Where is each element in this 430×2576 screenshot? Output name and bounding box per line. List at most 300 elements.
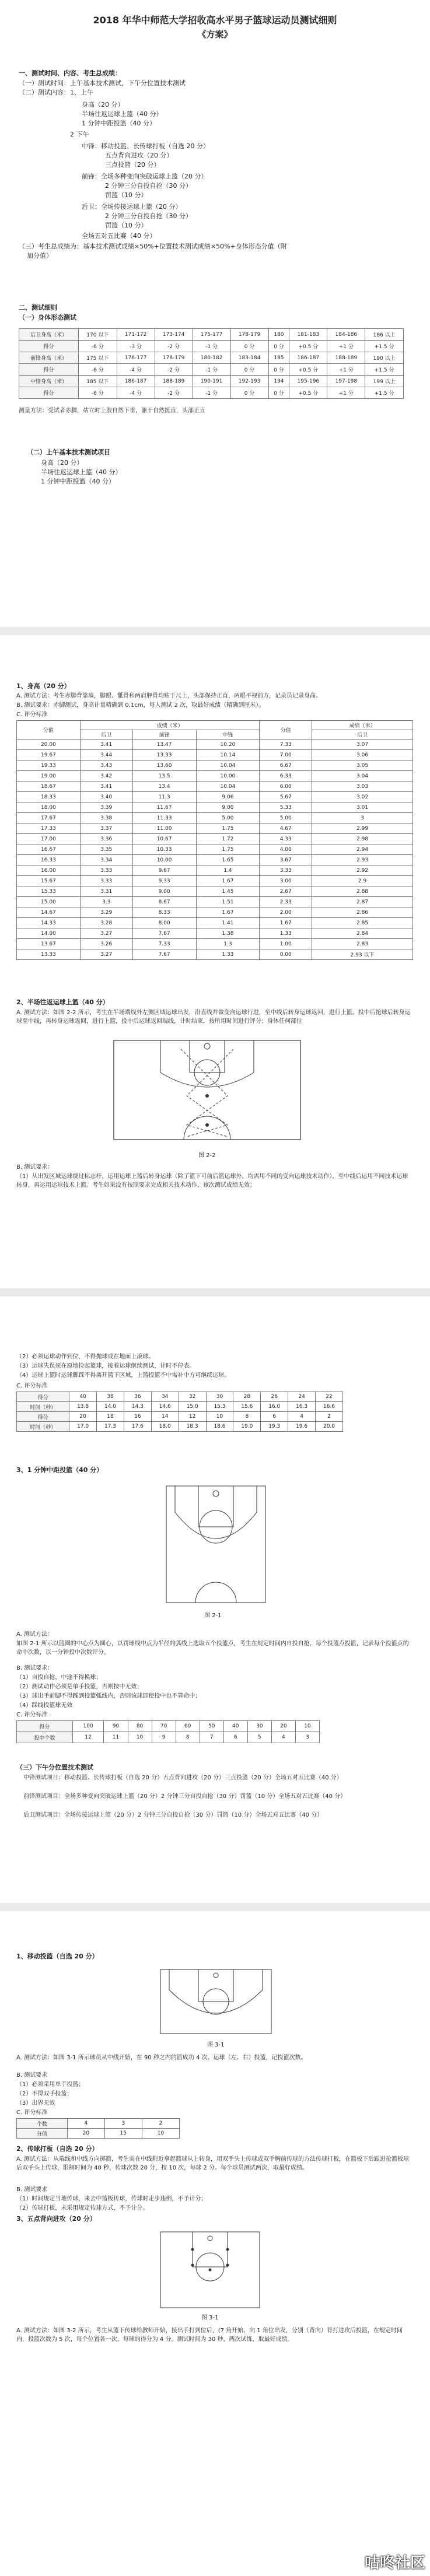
table-cell: 3.05	[312, 760, 413, 771]
measure-note: 测量方法：受试者赤脚，站立时上肢自然下垂，躯干自然挺直，头部正直	[19, 408, 205, 414]
table-cell: 14.3	[124, 1402, 151, 1412]
table-cell: 2	[142, 2119, 179, 2129]
table-cell: 10.14	[196, 750, 260, 760]
table-cell: 19.33	[17, 760, 81, 771]
table-row	[17, 1392, 343, 1402]
shoot-req-4: （4）踩线投篮球无效	[16, 1702, 73, 1709]
shooting-court-diagram	[163, 1483, 268, 1606]
table-cell: 13.67	[17, 939, 81, 949]
move-method: A. 测试方法：如图 3-1 所示球员从中线开始，在 90 秒之内的篮成功 4 次。运球（左、右）投篮，记投篮次数。	[16, 2055, 307, 2061]
table-cell: 4.00	[260, 844, 312, 855]
table-cell: 12	[179, 1412, 206, 1422]
watermark-logo: 咕咚社区	[364, 2554, 425, 2572]
table-cell: 11.00	[132, 823, 196, 834]
table-cell: 16.6	[316, 1402, 343, 1412]
move-req-label: B. 测试要求	[16, 2072, 48, 2079]
table-cell: 得分	[17, 1392, 69, 1402]
table-row	[17, 750, 413, 760]
table-cell: 20	[271, 1721, 295, 1732]
s1-line: 全场五对五比赛（40 分）	[82, 232, 156, 240]
table-cell: 9.67	[132, 865, 196, 876]
table-row	[17, 2129, 180, 2139]
table-cell: 10.20	[196, 739, 260, 750]
s2-item: 身高（20 分）	[41, 459, 83, 467]
table-row	[17, 823, 413, 834]
table-cell: -2 分	[155, 364, 193, 376]
table-cell: 得分	[19, 387, 79, 399]
table-cell: 3.40	[80, 792, 132, 802]
table-cell: 175-177	[193, 329, 230, 341]
table-cell: 170 以下	[78, 329, 117, 341]
table-cell: 时间（秒）	[17, 1402, 69, 1412]
table-row	[17, 781, 413, 792]
table-cell: 10.04	[196, 760, 260, 771]
table-cell: 2.00	[260, 907, 312, 918]
table-cell: 1.72	[196, 834, 260, 844]
table-cell: 2.67	[260, 886, 312, 897]
table-cell: 1.75	[196, 844, 260, 855]
table-cell: 6	[261, 1412, 288, 1422]
s1-line: 罚篮（10 分）	[105, 191, 148, 199]
table-cell: 70	[152, 1721, 176, 1732]
table-cell: 3.26	[80, 939, 132, 949]
table-row	[17, 918, 413, 928]
table-cell: 17.67	[17, 813, 81, 823]
table-cell: 15.3	[206, 1402, 233, 1412]
table-cell: 0.00	[260, 949, 312, 960]
table-header-cell: 分值	[260, 721, 312, 739]
table-cell: 16.0	[261, 1402, 288, 1412]
table-cell: 3.06	[312, 750, 413, 760]
move-req-2: （2）不得双手投篮；	[16, 2091, 73, 2097]
table-cell: 13.4	[132, 781, 196, 792]
table-cell: 9.33	[132, 876, 196, 886]
table-cell: 15	[104, 2129, 142, 2139]
table-cell: 0 分	[230, 387, 268, 399]
table-cell: 2.93 以下	[312, 949, 413, 960]
table-cell: 14.00	[17, 928, 81, 939]
section3-heading: （三）下午分位置技术测试	[16, 1764, 93, 1771]
table-cell: +1.5 分	[365, 364, 404, 376]
table-cell: 5.33	[260, 802, 312, 813]
section1-heading: 一、测试时间、内容、考生总成绩：	[19, 69, 121, 77]
table-cell: 5.00	[196, 813, 260, 823]
table-row	[17, 771, 413, 781]
table-cell: 2.92	[312, 865, 413, 876]
table-cell: 3.39	[80, 802, 132, 813]
table-cell: 10	[295, 1721, 319, 1732]
table-cell: 14.0	[97, 1402, 124, 1412]
table-cell: 3.42	[80, 771, 132, 781]
table-row	[17, 1732, 320, 1743]
s1-line: （二）测试内容：1、上午	[19, 89, 93, 96]
shoot-heading: 3、1 分钟中距投篮（40 分）	[16, 1466, 103, 1474]
table-cell: 19.0	[233, 1422, 261, 1432]
table-cell: 10.04	[196, 781, 260, 792]
table-cell: 38	[97, 1392, 124, 1402]
table-cell: 3.27	[80, 928, 132, 939]
table-row	[17, 1412, 343, 1422]
table-cell: 20.00	[17, 739, 81, 750]
table-row	[17, 1721, 320, 1732]
table-cell: 175 以下	[78, 352, 117, 364]
table-cell: 时间（秒）	[17, 1422, 69, 1432]
table-cell: 18.67	[17, 781, 81, 792]
post-method: A. 测试方法：如图 3-2 所示，考生从篮下传球给教师开始，接出手打到位后，(7 角开始，向 1 角位出发，分别（背向）背打进攻后投篮，在规定时间内，投篮次数为 5 次，每个位置各一次，每球的得分为 4 分。测试时间为 30 秒，两次试练，取最好成绩。	[16, 2328, 403, 2343]
table-cell: 181-183	[289, 329, 327, 341]
table-cell: 3.01	[312, 802, 413, 813]
table-cell: 4	[271, 1732, 295, 1743]
table-cell: 3	[295, 1732, 319, 1743]
table-cell: 20	[67, 2129, 104, 2139]
table-cell: 186-187	[117, 376, 155, 387]
table-cell: 3.33	[80, 876, 132, 886]
figure-2-2-caption: 图 2-2	[198, 1152, 216, 1159]
s1-line: 前锋：全场多种变向突破运球上篮（20 分）	[82, 173, 208, 180]
table-cell: 5.67	[260, 792, 312, 802]
s1-line: 三点投篮（20 分）	[105, 161, 160, 169]
move-score-table	[16, 2118, 180, 2139]
table-cell: 15.33	[17, 886, 81, 897]
table-cell: 3	[312, 813, 413, 823]
table-cell: 8.67	[132, 897, 196, 907]
table-cell: 0 分	[230, 341, 268, 352]
table-cell: 1.38	[196, 928, 260, 939]
s1-line: 身高（20 分）	[82, 101, 124, 108]
table-cell: 26	[261, 1392, 288, 1402]
table-row	[17, 939, 413, 949]
table-cell: 1.75	[196, 823, 260, 834]
table-cell: 得分	[17, 1721, 73, 1732]
table-cell: 11.67	[132, 802, 196, 813]
table-cell: 4	[67, 2119, 104, 2129]
table-cell: 3.41	[80, 781, 132, 792]
table-cell: 10	[142, 2129, 179, 2139]
table-cell: 11.3	[132, 792, 196, 802]
table-row	[17, 2119, 180, 2129]
table-cell: 185 以下	[78, 376, 117, 387]
table-cell: 3.35	[80, 844, 132, 855]
s1-line: 加分值）	[27, 252, 53, 260]
table-cell: 1.67	[196, 876, 260, 886]
table-cell: -2 分	[155, 341, 193, 352]
body-shape-table	[19, 328, 404, 399]
document-title: 2018 年华中师范大学招收高水平男子篮球运动员测试细则	[93, 15, 337, 26]
table-cell: 3.27	[80, 949, 132, 960]
table-cell: 10.67	[132, 834, 196, 844]
table-cell: 3.37	[80, 823, 132, 834]
table-cell: 15.00	[17, 897, 81, 907]
move-req-3: （3）出界无效	[16, 2100, 55, 2107]
table-row	[17, 897, 413, 907]
table-cell: 16.3	[288, 1402, 316, 1412]
table-cell: 199 以上	[365, 376, 404, 387]
table-cell: 2.83	[312, 939, 413, 949]
shuttle-req-4: （4）运球上篮时运球脚踩不得离开篮下区域，上篮投篮不中需补中方可继续运球。	[16, 1372, 230, 1379]
s1-line: 中锋：移动投篮、长传球打板（自选 20 分）	[82, 142, 209, 150]
table-cell: 17.0	[69, 1422, 97, 1432]
section3-guard: 后卫测试项目：全场传接运球上篮（20 分）2 分钟三分自投自抢（30 分）罚篮（10 分）全场五对五比赛（40 分）	[23, 1812, 323, 1818]
table-cell: 3.33	[260, 865, 312, 876]
shoot-req-2: （2）测试动作必须是单手投篮，否则按中无效；	[16, 1684, 143, 1690]
pass-heading: 2、传球打板（自选 20 分）	[16, 2145, 99, 2153]
table-row	[19, 329, 404, 341]
table-cell: 15.67	[17, 876, 81, 886]
table-cell: 178-179	[155, 352, 193, 364]
table-cell: 100	[72, 1721, 104, 1732]
table-cell: 11.33	[132, 813, 196, 823]
table-cell: 19.6	[288, 1422, 316, 1432]
table-cell: 7.33	[260, 739, 312, 750]
table-cell: 0 分	[268, 364, 289, 376]
table-cell: 17.33	[17, 823, 81, 834]
table-cell: 32	[179, 1392, 206, 1402]
table-cell: 6	[223, 1732, 247, 1743]
figure-2-1-caption: 图 2-1	[204, 1613, 222, 1619]
table-cell: 186-187	[289, 352, 327, 364]
table-header-cell: 成绩（米）	[80, 721, 260, 730]
pass-req-label: B. 测试要求	[16, 2186, 48, 2193]
page-1	[0, 0, 430, 627]
table-cell: 2.87	[312, 897, 413, 907]
table-row	[17, 739, 413, 750]
table-cell: 18.6	[206, 1422, 233, 1432]
shuttle-score-table	[16, 1392, 343, 1432]
table-cell: 7.67	[132, 949, 196, 960]
table-row	[17, 886, 413, 897]
table-header-cell: 中锋	[196, 730, 260, 739]
table-cell: -1 分	[193, 364, 230, 376]
section2-heading: 二、测试细则	[19, 304, 57, 311]
figure-3-1-caption: 图 3-1	[207, 2042, 225, 2048]
table-cell: -4 分	[117, 364, 155, 376]
table-cell: 3.29	[80, 907, 132, 918]
table-cell: 9.00	[132, 886, 196, 897]
table-cell: 3.00	[260, 876, 312, 886]
table-cell: +1.5 分	[365, 387, 404, 399]
section3-center: 中锋测试项目：移动投篮、长传球打板（自选 20 分）五点背向进攻（20 分）三点投篮（20 分）全场五对五比赛（40 分）	[23, 1775, 342, 1781]
table-cell: 50	[200, 1721, 223, 1732]
table-cell: 173-174	[155, 329, 193, 341]
table-row	[17, 802, 413, 813]
shuttle-req-label: B. 测试要求：	[16, 1164, 54, 1170]
table-cell: -6 分	[78, 364, 117, 376]
table-cell: 1.67	[196, 907, 260, 918]
table-cell: 10.00	[132, 855, 196, 865]
height-scoring-label: C. 评分标准	[16, 712, 48, 718]
table-header-cell: 分值	[17, 721, 81, 739]
table-cell: 17.3	[97, 1422, 124, 1432]
pass-method: A. 测试方法：从端线和中线方向掷篮，考生需在中线附近拿起篮球从上转身，用双手头上传球或双手胸前传球的方法传球打板，在篮板下后跟进抢篮板球后双手头上传球，限制时间为 40 秒，传球次数 20 分，按 10 次，每球 2 分。每个球员测试两次，取最好成绩。	[16, 2156, 410, 2171]
table-cell: 9.00	[196, 802, 260, 813]
table-cell: 13.33	[132, 750, 196, 760]
table-cell: 9.06	[196, 792, 260, 802]
table-cell: 4.67	[260, 823, 312, 834]
table-row	[19, 364, 404, 376]
table-cell: 2.85	[312, 918, 413, 928]
table-cell: 3.02	[312, 792, 413, 802]
table-cell: 6.33	[260, 771, 312, 781]
table-cell: 80	[128, 1721, 152, 1732]
table-cell: 20.0	[316, 1422, 343, 1432]
table-cell: 4.33	[260, 834, 312, 844]
table-cell: 19.67	[17, 750, 81, 760]
shuttle-req-3: （3）运球失误须在原地捡起篮球，接着运球继续测试，计时不停表。	[16, 1363, 195, 1369]
move-shoot-diagram	[158, 1967, 274, 2037]
table-cell: 8	[176, 1732, 200, 1743]
section2-sub1: （一）身体形态测试	[19, 314, 76, 321]
s1-line: 半场往返运球上篮（40 分）	[82, 110, 163, 118]
table-cell: 得分	[17, 1412, 69, 1422]
table-cell: +1 分	[327, 364, 365, 376]
table-row	[19, 376, 404, 387]
table-cell: -6 分	[78, 341, 117, 352]
table-cell: 13.60	[132, 760, 196, 771]
table-cell: 7.33	[132, 939, 196, 949]
shuttle-heading: 2、半场往返运球上篮（40 分）	[16, 998, 109, 1006]
table-row	[19, 387, 404, 399]
table-cell: 16.33	[17, 855, 81, 865]
table-cell: 3.28	[80, 918, 132, 928]
height-method: A. 测试方法：考生赤脚背靠墙，脚跟、骶骨和两肩胛骨均贴于尺上，头部保持正直，两眼平视前方，记录员记录身高。	[16, 693, 322, 699]
table-cell: +0.5 分	[289, 387, 327, 399]
table-header-cell: 后卫	[312, 730, 413, 739]
height-requirement: B. 测试要求：赤脚测试，身高计量精确到 0.1cm，每人测试 2 次，取最好成绩（精确到厘米）。	[16, 702, 265, 709]
table-cell: -6 分	[78, 387, 117, 399]
table-cell: 1.67	[260, 918, 312, 928]
table-cell: 17.6	[124, 1422, 151, 1432]
post-heading: 3、五点背向进攻（20 分）	[16, 2215, 96, 2223]
table-cell: 1.3	[196, 939, 260, 949]
table-row	[17, 834, 413, 844]
table-cell: 194	[268, 376, 289, 387]
table-cell: 2.99	[312, 823, 413, 834]
table-cell: 40	[223, 1721, 247, 1732]
table-cell: 5.00	[260, 813, 312, 823]
table-row	[17, 1402, 343, 1412]
table-cell: 10.00	[196, 771, 260, 781]
table-cell: 0 分	[268, 387, 289, 399]
table-cell: 7.00	[260, 750, 312, 760]
table-row	[17, 928, 413, 939]
table-cell: 60	[176, 1721, 200, 1732]
table-cell: 13.47	[132, 739, 196, 750]
page-2	[0, 635, 430, 1288]
table-cell: 个数	[17, 2119, 68, 2129]
table-cell: 3.44	[80, 750, 132, 760]
s1-line: 1 分钟中距投篮（40 分）	[82, 120, 156, 127]
table-cell: 28	[233, 1392, 261, 1402]
table-row	[17, 876, 413, 886]
s1-line: 2 下午	[70, 131, 89, 138]
table-cell: 183-184	[230, 352, 268, 364]
table-cell: +0.5 分	[289, 341, 327, 352]
table-cell: 180-182	[193, 352, 230, 364]
table-cell: 24	[288, 1392, 316, 1402]
table-cell: 3.3	[80, 897, 132, 907]
table-row	[17, 844, 413, 855]
s2-item: 1 分钟中距投篮（40 分）	[41, 478, 115, 485]
shuttle-method: A. 测试方法：如图 2-2 所示，考生在半场端线外左侧区域运球出发，沿直线并做变向运球行进，至中线后转身运球返回，进行上篮。投中后抢球后转身运球至中线，再转身运球返回，进行上篮，投中后运球返回端线，计时结束，按所用时间进行评分；身体任何部位	[16, 1010, 411, 1025]
table-row	[17, 855, 413, 865]
table-cell: 0 分	[230, 364, 268, 376]
table-cell: 0 分	[268, 341, 289, 352]
table-cell: 14.67	[17, 907, 81, 918]
move-heading: 1、移动投篮（自选 20 分）	[16, 1953, 99, 1960]
table-cell: 2.98	[312, 834, 413, 844]
page-separator	[0, 1903, 430, 1911]
table-cell: 176-177	[117, 352, 155, 364]
table-cell: 10	[206, 1412, 233, 1422]
table-cell: 13.8	[69, 1402, 97, 1412]
table-cell: 1.33	[196, 949, 260, 960]
table-cell: 195-196	[289, 376, 327, 387]
table-cell: 19.3	[261, 1422, 288, 1432]
table-cell: 2.33	[260, 897, 312, 907]
table-cell: 投中个数	[17, 1732, 73, 1743]
table-cell: 3.03	[312, 781, 413, 792]
table-header-cell: 后卫	[80, 730, 132, 739]
table-cell: 16.00	[17, 865, 81, 876]
table-cell: 19.00	[17, 771, 81, 781]
table-cell: 2.86	[312, 907, 413, 918]
shoot-score-table	[16, 1720, 320, 1743]
s1-line: （三）考生总成绩为：基本技术测试成绩×50%+位置技术测试成绩×50%+身体形态分值（附	[19, 243, 287, 250]
table-cell: 190 以上	[365, 352, 404, 364]
table-cell: 16	[124, 1412, 151, 1422]
table-cell: 前锋身高（米）	[19, 352, 79, 364]
move-scoring-label: C. 评分标准	[16, 2109, 48, 2116]
shuttle-scoring-label: C. 评分标准	[16, 1383, 48, 1389]
table-cell: 186 以上	[365, 329, 404, 341]
table-cell: 4	[288, 1412, 316, 1422]
move-req-1: （1）必须采用单手投篮；	[16, 2081, 85, 2088]
table-cell: 分值	[17, 2129, 68, 2139]
table-cell: 36	[124, 1392, 151, 1402]
table-cell: 12	[72, 1732, 104, 1743]
table-cell: 1.65	[196, 855, 260, 865]
table-cell: 3	[104, 2119, 142, 2129]
table-cell: 2	[316, 1412, 343, 1422]
table-cell: 18.3	[179, 1422, 206, 1432]
table-cell: 14.33	[17, 918, 81, 928]
table-cell: 3.67	[260, 855, 312, 865]
table-row	[17, 865, 413, 876]
table-cell: 8.00	[132, 918, 196, 928]
table-cell: 197-198	[327, 376, 365, 387]
table-cell: 30	[247, 1721, 271, 1732]
table-cell: +1.5 分	[365, 341, 404, 352]
table-cell: 5	[247, 1732, 271, 1743]
table-row	[17, 907, 413, 918]
table-header-row	[17, 721, 413, 730]
page-4	[0, 1911, 430, 2576]
document-subtitle: 《方案》	[197, 29, 233, 40]
page-separator	[0, 1288, 430, 1296]
table-cell: +0.5 分	[289, 364, 327, 376]
table-cell: 得分	[19, 341, 79, 352]
table-cell: 8	[233, 1412, 261, 1422]
table-cell: 8.33	[132, 907, 196, 918]
shoot-req-label: B. 测试要求：	[16, 1665, 54, 1671]
table-row	[19, 352, 404, 364]
table-cell: 得分	[19, 364, 79, 376]
table-cell: 2.88	[312, 886, 413, 897]
table-cell: 188-189	[327, 352, 365, 364]
shoot-req-3: （3）球出手前脚不得踩到投篮弧线内，否则该球即使投中也不算命中；	[16, 1693, 201, 1699]
page-3	[0, 1296, 430, 1903]
table-cell: 18.00	[17, 802, 81, 813]
